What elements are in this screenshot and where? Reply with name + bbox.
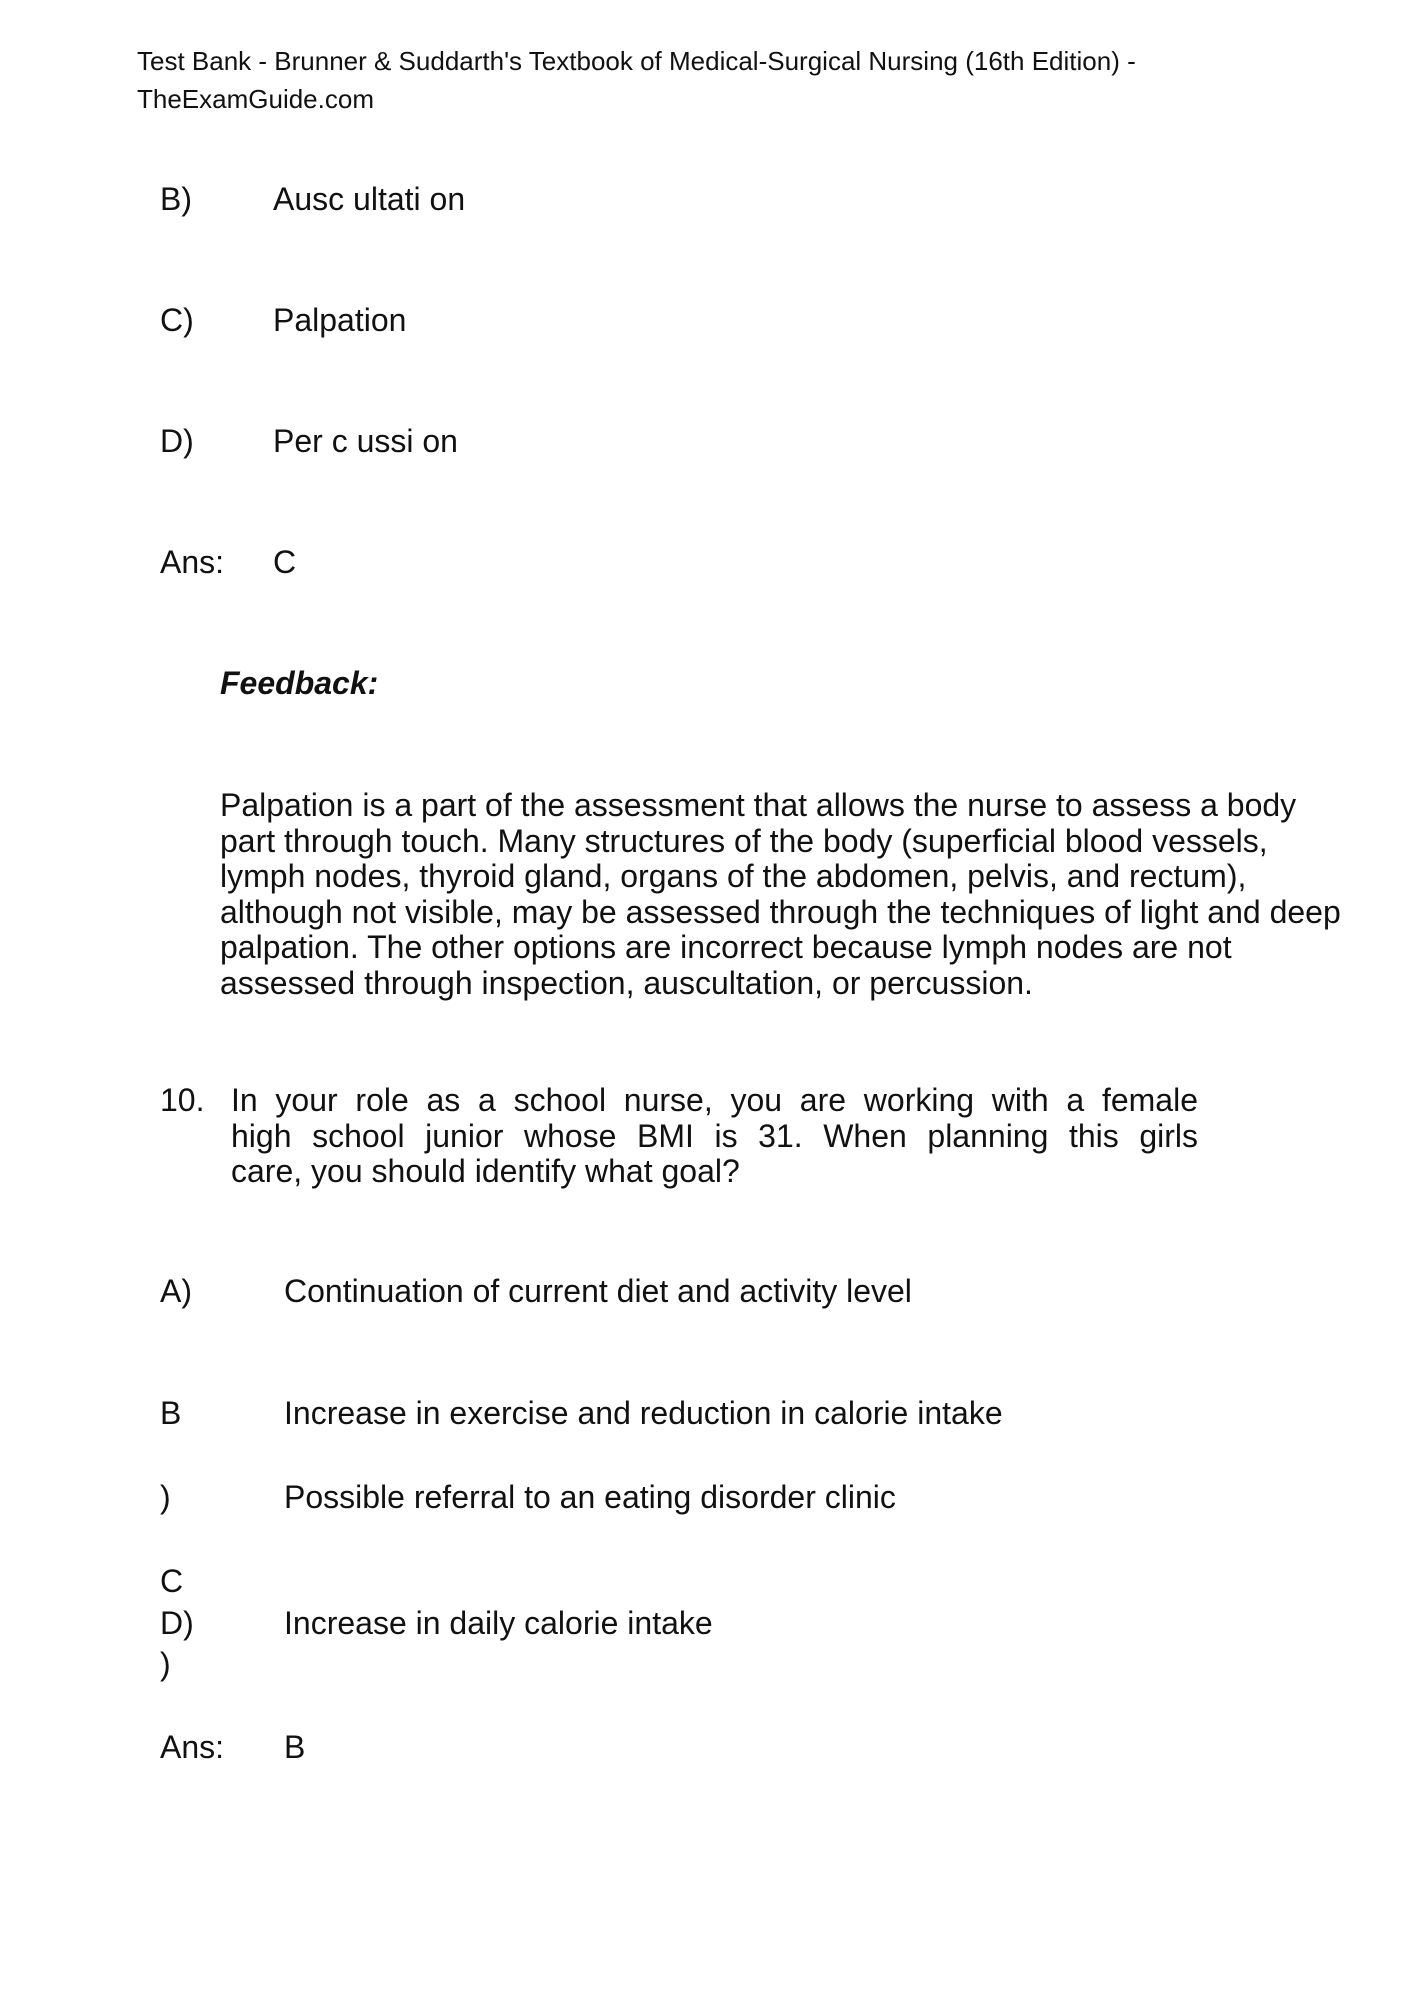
option-b-letter: B) bbox=[160, 181, 192, 217]
question-text bbox=[231, 1083, 1198, 1190]
feedback-line: assessed through inspection, auscultation, or percussion. bbox=[220, 964, 1033, 1001]
q10-option-a-letter: A) bbox=[160, 1273, 192, 1309]
q10-answer-label: Ans: bbox=[160, 1729, 225, 1765]
feedback-line: Palpation is a part of the assessment that allows the nurse to assess a body bbox=[220, 787, 1297, 823]
option-c-letter: C) bbox=[160, 302, 194, 338]
feedback-line: palpation. The other options are incorrect because lymph nodes are not bbox=[220, 929, 1232, 965]
q10-option-b-text: Increase in exercise and reduction in calorie intake bbox=[284, 1395, 1003, 1431]
answer-label: Ans: bbox=[160, 544, 225, 580]
feedback-title: Feedback: bbox=[220, 665, 379, 701]
option-d-letter: D) bbox=[160, 423, 194, 459]
q10-option-b-letter: B bbox=[160, 1395, 182, 1431]
feedback-body bbox=[220, 788, 1341, 1001]
q10-option-c-letter: C bbox=[160, 1563, 184, 1599]
question-line: high school junior whose BMI is 31. When planning this girls bbox=[231, 1117, 1198, 1154]
question-line: care, you should identify what goal? bbox=[231, 1153, 740, 1189]
q10-option-c-paren: ) bbox=[160, 1646, 171, 1682]
feedback-line: although not visible, may be assessed through the techniques of light and deep bbox=[220, 893, 1341, 930]
q10-answer-value: B bbox=[284, 1729, 306, 1765]
header-line-1: Test Bank - Brunner & Suddarth's Textbook of Medical-Surgical Nursing (16th Edition) - bbox=[137, 46, 1136, 76]
header-line-2: TheExamGuide.com bbox=[137, 84, 374, 114]
option-c-text: Palpation bbox=[273, 302, 407, 338]
question-line: In your role as a school nurse, you are working with a female bbox=[231, 1082, 1198, 1118]
option-b-text: Ausc ultati on bbox=[273, 181, 466, 217]
feedback-line: part through touch. Many structures of the body (superficial blood vessels, bbox=[220, 822, 1268, 859]
feedback-line: lymph nodes, thyroid gland, organs of the abdomen, pelvis, and rectum), bbox=[220, 858, 1247, 894]
q10-option-d-text: Increase in daily calorie intake bbox=[284, 1605, 713, 1641]
option-d-text: Per c ussi on bbox=[273, 423, 458, 459]
page-header bbox=[137, 42, 1136, 118]
question-number: 10. bbox=[160, 1082, 205, 1118]
answer-value: C bbox=[273, 544, 297, 580]
q10-option-a-text: Continuation of current diet and activity level bbox=[284, 1273, 912, 1309]
q10-option-b-paren: ) bbox=[160, 1479, 171, 1515]
q10-option-c-text: Possible referral to an eating disorder clinic bbox=[284, 1479, 896, 1515]
q10-option-d-letter: D) bbox=[160, 1605, 194, 1641]
